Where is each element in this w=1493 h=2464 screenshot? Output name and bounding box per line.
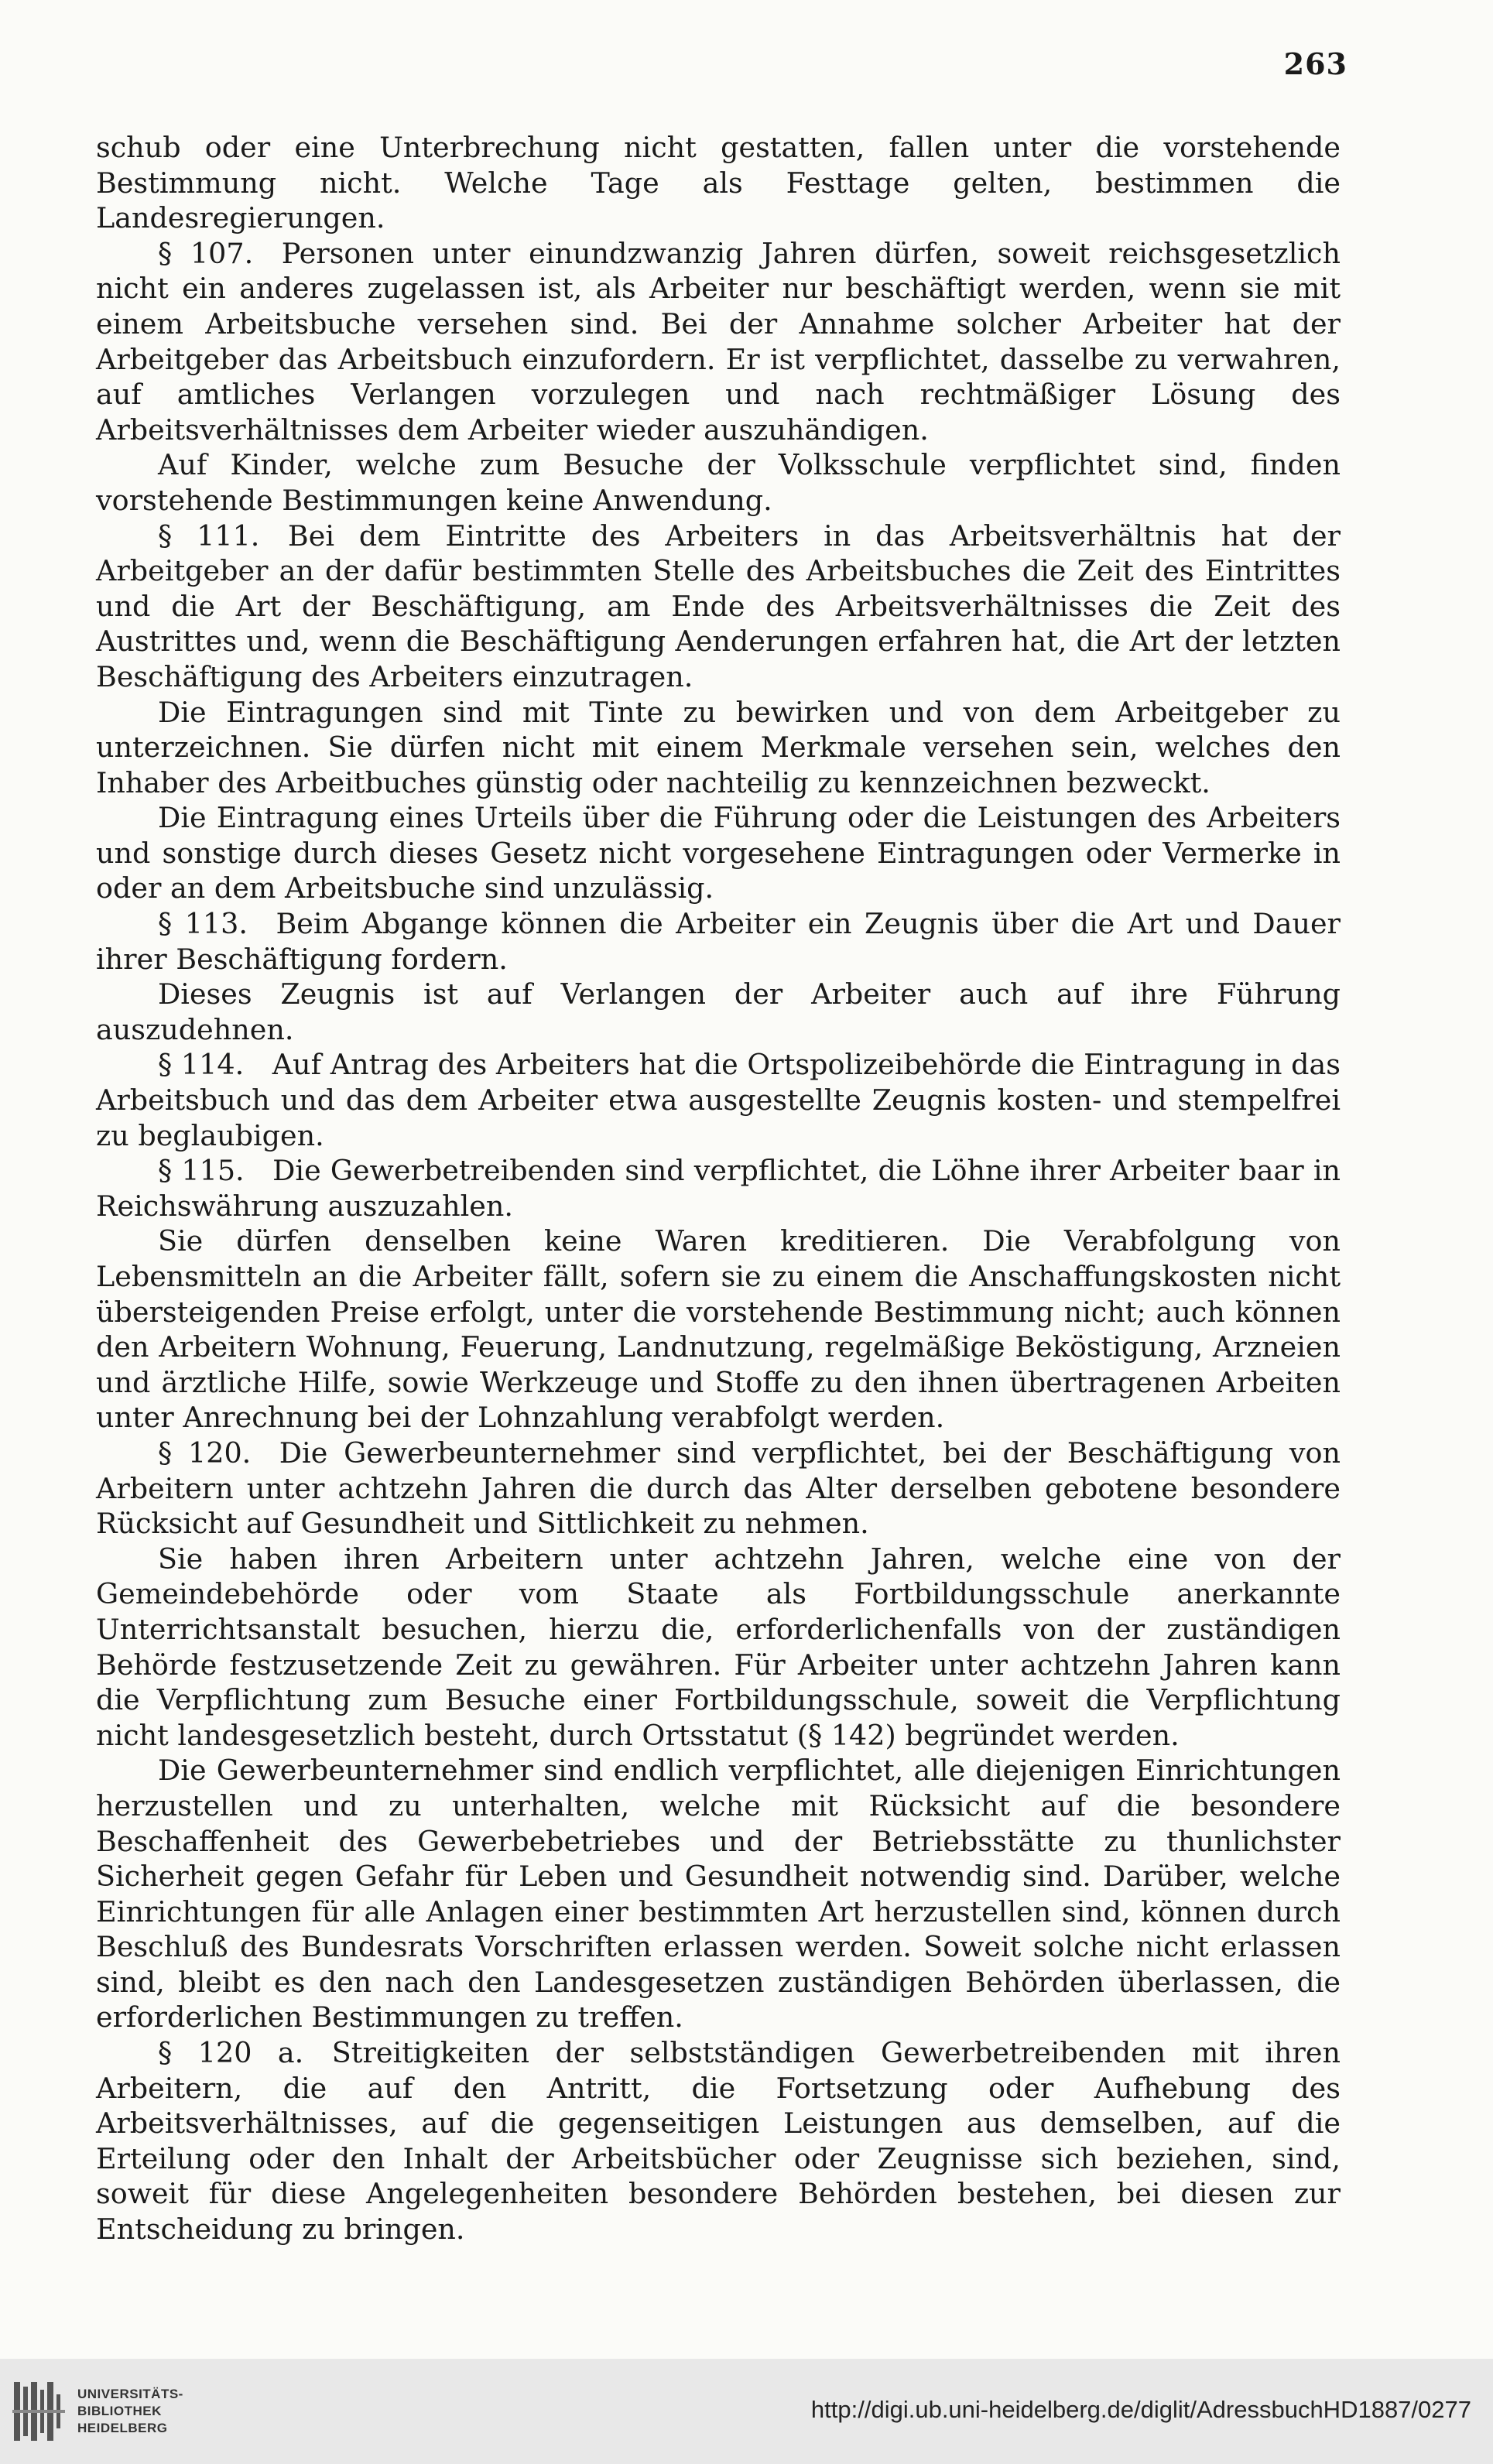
paragraph-text: schub oder eine Unterbrechung nicht gestatten, fallen unter die vorstehende Bestimmung nicht. Welche Tage als Festtage gelten, bestimmen die Landesregierungen.	[96, 131, 1341, 235]
library-logo[interactable]	[12, 2379, 183, 2444]
section-number: § 114.	[158, 1048, 245, 1082]
paragraph-text: Personen unter einundzwanzig Jahren dürfen, soweit reichsgesetzlich nicht ein anderes zugelassen ist, als Arbeiter nur beschäftigt werden, wenn sie mit einem Arbeitsbuche versehen sind. Bei der Annahme solcher Arbeiter hat der Arbeitgeber das Arbeitsbuch einzufordern. Er ist verpflichtet, dasselbe zu verwahren, auf amtliches Verlangen vorzulegen und nach rechtmäßiger Lösung des Arbeitsverhältnisses dem Arbeiter wieder auszuhändigen.	[96, 236, 1341, 447]
library-name	[77, 2386, 183, 2437]
paragraph-text: Beim Abgange können die Arbeiter ein Zeugnis über die Art und Dauer ihrer Beschäftigung fordern.	[96, 907, 1341, 976]
library-name-line: HEIDELBERG	[77, 2421, 168, 2435]
paragraph	[96, 1753, 1341, 2035]
paragraph-text: Sie haben ihren Arbeitern unter achtzehn Jahren, welche eine von der Gemeindebehörde oder vom Staate als Fortbildungsschule anerkannte Unterrichtsanstalt besuchen, hierzu die, erforderlichenfalls von der zuständigen Behörde festzusetzende Zeit zu gewähren. Für Arbeiter unter achtzehn Jahren kann die Verpflichtung zum Besuche einer Fortbildungsschule, soweit die Verpflichtung nicht landesgesetzlich besteht, durch Ortsstatut (§ 142) begründet werden.	[96, 1542, 1341, 1752]
section-number: § 111.	[158, 518, 260, 553]
body-text	[96, 130, 1341, 2247]
paragraph-text: Streitigkeiten der selbstständigen Gewerbetreibenden mit ihren Arbeitern, die auf den Antritt, die Fortsetzung oder Aufhebung des Arbeitsverhältnisses, auf die gegenseitigen Leistungen aus demselben, auf die Erteilung oder den Inhalt der Arbeitsbücher oder Zeugnisse sich beziehen, sind, soweit für diese Angelegenheiten besondere Behörden bestehen, bei diesen zur Entscheidung zu bringen.	[96, 2036, 1341, 2247]
paragraph-text: Bei dem Eintritte des Arbeiters in das Arbeitsverhältnis hat der Arbeitgeber an der dafür bestimmten Stelle des Arbeitsbuches die Zeit des Eintrittes und die Art der Beschäftigung, am Ende des Arbeitsverhältnisses die Zeit des Austrittes und, wenn die Beschäftigung Aenderungen erfahren hat, die Art der letzten Beschäftigung des Arbeiters einzutragen.	[96, 518, 1341, 693]
paragraph	[96, 1542, 1341, 1754]
library-name-line: BIBLIOTHEK	[77, 2404, 162, 2418]
paragraph	[96, 2035, 1341, 2247]
source-url[interactable]: http://digi.ub.uni-heidelberg.de/diglit/AdressbuchHD1887/0277	[810, 2396, 1471, 2423]
paragraph	[96, 518, 1341, 695]
paragraph	[96, 695, 1341, 801]
library-name-line: UNIVERSITÄTS-	[77, 2387, 183, 2401]
paragraph-text: Sie dürfen denselben keine Waren kreditieren. Die Verabfolgung von Lebensmitteln an die Arbeiter fällt, sofern sie zu einem die Anschaffungskosten nicht übersteigenden Preise erfolgt, unter die vorstehende Bestimmung nicht; auch können den Arbeitern Wohnung, Feuerung, Landnutzung, regelmäßige Beköstigung, Arzneien und ärztliche Hilfe, sowie Werkzeuge und Stoffe zu den ihnen übertragenen Arbeiten unter Anrechnung bei der Lohnzahlung verabfolgt werden.	[96, 1224, 1341, 1435]
paragraph-text: Die Eintragungen sind mit Tinte zu bewirken und von dem Arbeitgeber zu unterzeichnen. Sie dürfen nicht mit einem Merkmale versehen sein, welches den Inhaber des Arbeitbuches günstig oder nachteilig zu kennzeichnen bezweckt.	[96, 695, 1341, 799]
paragraph	[96, 447, 1341, 518]
paragraph	[96, 1223, 1341, 1436]
paragraph	[96, 236, 1341, 448]
section-number: § 120 a.	[158, 2036, 304, 2070]
paragraph-text: Auf Kinder, welche zum Besuche der Volksschule verpflichtet sind, finden vorstehende Bestimmungen keine Anwendung.	[96, 448, 1341, 517]
paragraph	[96, 1436, 1341, 1542]
paragraph	[96, 1153, 1341, 1223]
paragraph-text: Die Eintragung eines Urteils über die Führung oder die Leistungen des Arbeiters und sonstige durch dieses Gesetz nicht vorgesehene Eintragungen oder Vermerke in oder an dem Arbeitsbuche sind unzulässig.	[96, 801, 1341, 905]
section-number: § 115.	[158, 1154, 245, 1188]
paragraph	[96, 906, 1341, 977]
paragraph-text: Auf Antrag des Arbeiters hat die Ortspolizeibehörde die Eintragung in das Arbeitsbuch und das dem Arbeiter etwa ausgestellte Zeugnis kosten- und stempelfrei zu beglaubigen.	[96, 1048, 1341, 1152]
heidelberg-library-logo-icon	[12, 2379, 67, 2444]
section-number: § 113.	[158, 907, 248, 941]
paragraph	[96, 800, 1341, 906]
paragraph	[96, 130, 1341, 236]
section-number: § 120.	[158, 1436, 252, 1470]
paragraph-text: Die Gewerbeunternehmer sind endlich verpflichtet, alle diejenigen Einrichtungen herzustellen und zu unterhalten, welche mit Rücksicht auf die besondere Beschaffenheit des Gewerbebetriebes und der Betriebsstätte zu thunlichster Sicherheit gegen Gefahr für Leben und Gesundheit notwendig sind. Darüber, welche Einrichtungen für alle Anlagen einer bestimmten Art herzustellen sind, können durch Beschluß des Bundesrats Vorschriften erlassen werden. Soweit solche nicht erlassen sind, bleibt es den nach den Landesgesetzen zuständigen Behörden überlassen, die erforderlichen Bestimmungen zu treffen.	[96, 1754, 1341, 2035]
page-number: 263	[1283, 46, 1347, 81]
section-number: § 107.	[158, 236, 254, 270]
paragraph	[96, 977, 1341, 1047]
paragraph	[96, 1047, 1341, 1153]
paragraph-text: Dieses Zeugnis ist auf Verlangen der Arbeiter auch auf ihre Führung auszudehnen.	[96, 977, 1341, 1046]
viewer-footer	[0, 2359, 1493, 2464]
paragraph-text: Die Gewerbeunternehmer sind verpflichtet, bei der Beschäftigung von Arbeitern unter achtzehn Jahren die durch das Alter derselben gebotene besondere Rücksicht auf Gesundheit und Sittlichkeit zu nehmen.	[96, 1436, 1341, 1541]
paragraph-text: Die Gewerbetreibenden sind verpflichtet, die Löhne ihrer Arbeiter baar in Reichswährung auszuzahlen.	[96, 1154, 1341, 1223]
